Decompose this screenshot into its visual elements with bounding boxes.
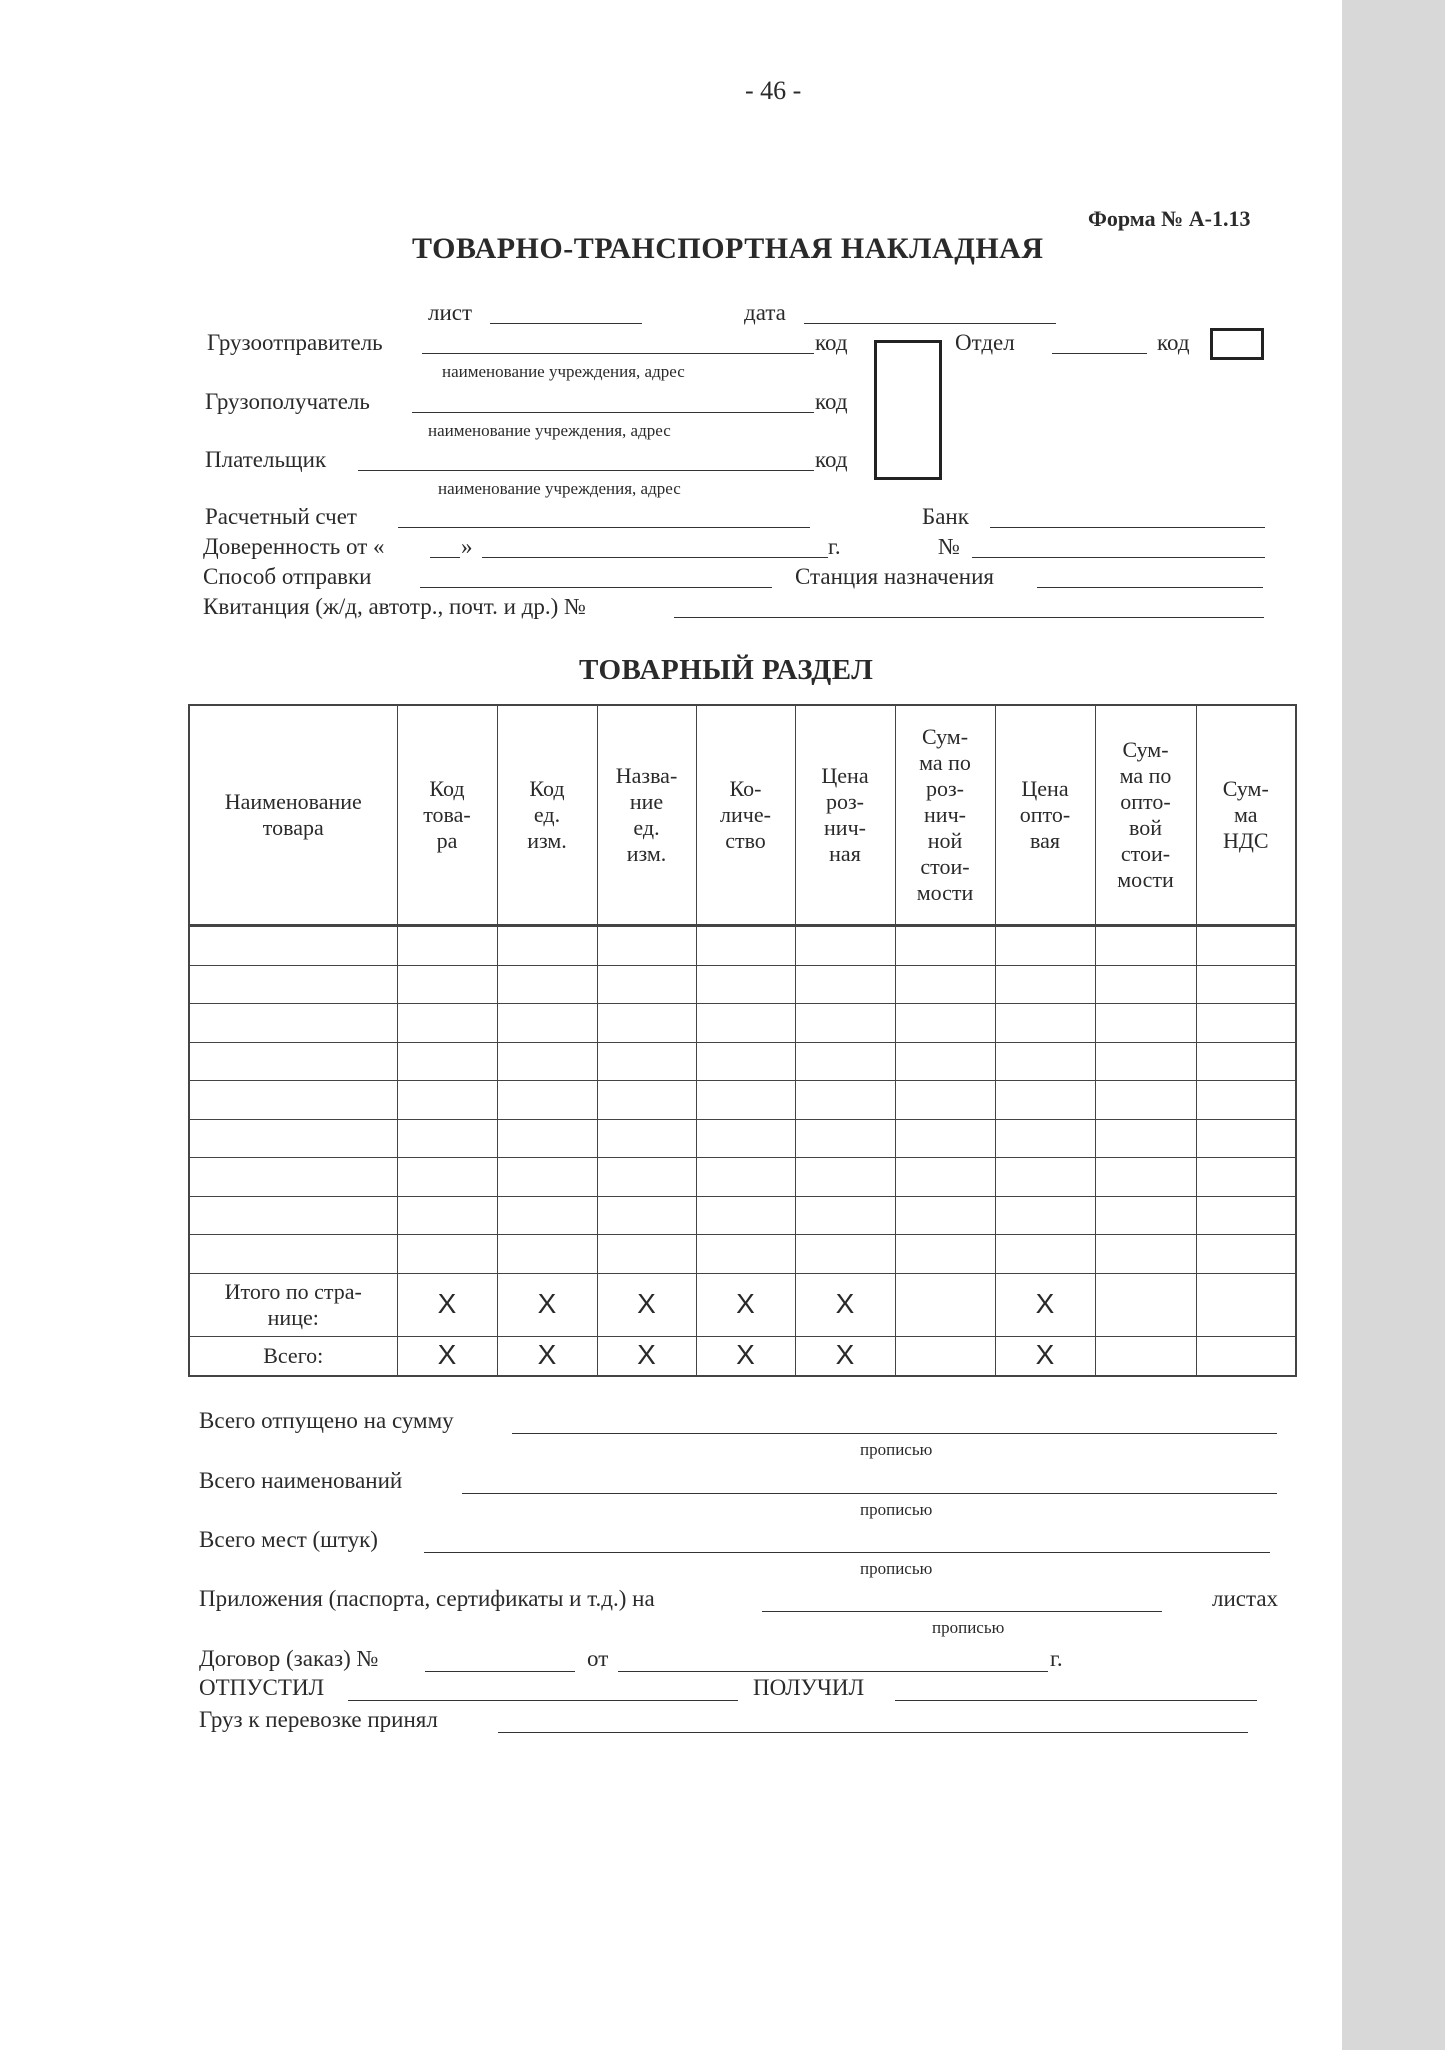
- table-cell[interactable]: [397, 1235, 497, 1274]
- table-row: [189, 1119, 1296, 1158]
- table-cell[interactable]: [795, 965, 895, 1004]
- table-cell[interactable]: [597, 926, 696, 966]
- released-by-label: ОТПУСТИЛ: [199, 1675, 325, 1700]
- account-field[interactable]: [398, 527, 810, 528]
- x-cell: X: [795, 1336, 895, 1376]
- consignee-field[interactable]: [412, 412, 814, 413]
- document-title: ТОВАРНО-ТРАНСПОРТНАЯ НАКЛАДНАЯ: [412, 232, 1044, 265]
- table-cell[interactable]: [696, 1119, 795, 1158]
- shipper-field[interactable]: [422, 353, 814, 354]
- proxy-number-sign: №: [938, 534, 960, 559]
- table-cell[interactable]: [1196, 1081, 1296, 1120]
- table-cell[interactable]: [696, 1235, 795, 1274]
- cargo-accepted-label: Груз к перевозке принял: [199, 1707, 438, 1732]
- table-cell[interactable]: [696, 1196, 795, 1235]
- form-number: Форма № А-1.13: [1088, 206, 1251, 231]
- destination-field[interactable]: [1037, 587, 1263, 588]
- shipper-code-label: код: [815, 330, 848, 355]
- table-cell[interactable]: [1095, 1235, 1196, 1274]
- payer-field[interactable]: [358, 470, 814, 471]
- column-header: Цена опто- вая: [995, 705, 1095, 926]
- table-cell[interactable]: [189, 965, 397, 1004]
- table-cell[interactable]: [795, 1119, 895, 1158]
- table-cell[interactable]: [1196, 1119, 1296, 1158]
- payer-hint: наименование учреждения, адрес: [438, 479, 681, 498]
- table-cell[interactable]: [597, 1081, 696, 1120]
- department-field[interactable]: [1052, 353, 1147, 354]
- table-cell[interactable]: [597, 1196, 696, 1235]
- released-sum-field[interactable]: [512, 1433, 1277, 1434]
- x-cell: X: [597, 1273, 696, 1336]
- table-cell[interactable]: [696, 1042, 795, 1081]
- table-cell[interactable]: [895, 1042, 995, 1081]
- table-cell[interactable]: [995, 1042, 1095, 1081]
- table-cell[interactable]: [597, 1119, 696, 1158]
- table-cell[interactable]: [1196, 1273, 1296, 1336]
- table-cell[interactable]: [895, 1119, 995, 1158]
- consignee-label: Грузополучатель: [205, 389, 370, 414]
- x-cell: X: [995, 1273, 1095, 1336]
- table-row: [189, 1235, 1296, 1274]
- column-header: Наименование товара: [189, 705, 397, 926]
- proxy-number-field[interactable]: [972, 557, 1265, 558]
- table-cell[interactable]: [795, 1235, 895, 1274]
- table-cell[interactable]: [1095, 1196, 1196, 1235]
- department-label: Отдел: [955, 330, 1015, 355]
- table-cell[interactable]: [497, 1119, 597, 1158]
- contract-date-field[interactable]: [618, 1671, 1048, 1672]
- table-cell[interactable]: [1095, 1119, 1196, 1158]
- table-cell[interactable]: [895, 1158, 995, 1197]
- table-cell[interactable]: [597, 1158, 696, 1197]
- table-cell[interactable]: [1196, 1042, 1296, 1081]
- items-count-label: Всего наименований: [199, 1468, 403, 1493]
- shipping-method-label: Способ отправки: [203, 564, 372, 589]
- consignee-hint: наименование учреждения, адрес: [428, 421, 671, 440]
- table-cell[interactable]: [895, 1004, 995, 1043]
- table-cell[interactable]: [497, 1004, 597, 1043]
- table-row: [189, 1196, 1296, 1235]
- table-cell[interactable]: [795, 1042, 895, 1081]
- released-sum-hint: прописью: [860, 1440, 933, 1459]
- released-sum-label: Всего отпущено на сумму: [199, 1408, 454, 1433]
- table-cell[interactable]: [497, 1158, 597, 1197]
- table-cell[interactable]: [397, 1119, 497, 1158]
- table-cell[interactable]: [597, 1004, 696, 1043]
- table-cell[interactable]: [1095, 1042, 1196, 1081]
- table-cell[interactable]: [895, 965, 995, 1004]
- proxy-month-field[interactable]: [482, 557, 828, 558]
- table-cell[interactable]: [1095, 1273, 1196, 1336]
- table-cell[interactable]: [397, 1042, 497, 1081]
- proxy-day-field[interactable]: [430, 557, 460, 558]
- table-cell[interactable]: [189, 1196, 397, 1235]
- goods-table: [188, 704, 1297, 1377]
- column-header: Цена роз- нич- ная: [795, 705, 895, 926]
- places-hint: прописью: [860, 1559, 933, 1578]
- table-row: [189, 965, 1296, 1004]
- table-cell[interactable]: [995, 1004, 1095, 1043]
- contract-number-field[interactable]: [425, 1671, 575, 1672]
- table-row: [189, 1158, 1296, 1197]
- table-cell[interactable]: [189, 1119, 397, 1158]
- received-by-field[interactable]: [895, 1700, 1257, 1701]
- table-cell[interactable]: [696, 965, 795, 1004]
- received-by-label: ПОЛУЧИЛ: [753, 1675, 865, 1700]
- table-cell[interactable]: [795, 926, 895, 966]
- table-cell[interactable]: [597, 965, 696, 1004]
- goods-table-header-row: [189, 705, 1296, 926]
- bank-field[interactable]: [990, 527, 1265, 528]
- contract-label: Договор (заказ) №: [199, 1646, 379, 1671]
- receipt-label: Квитанция (ж/д, автотр., почт. и др.) №: [203, 594, 586, 619]
- table-cell[interactable]: [1196, 926, 1296, 966]
- table-cell[interactable]: [995, 965, 1095, 1004]
- consignee-code-label: код: [815, 389, 848, 414]
- attachments-label: Приложения (паспорта, сертификаты и т.д.) на: [199, 1586, 655, 1611]
- column-header: Код това- ра: [397, 705, 497, 926]
- shipper-hint: наименование учреждения, адрес: [442, 362, 685, 381]
- table-cell[interactable]: [1095, 1081, 1196, 1120]
- total-page-row: [189, 1273, 1296, 1336]
- table-cell[interactable]: [1196, 1158, 1296, 1197]
- table-cell[interactable]: [497, 1042, 597, 1081]
- code-box-large[interactable]: [874, 340, 942, 480]
- bank-label: Банк: [922, 504, 969, 529]
- table-cell[interactable]: [696, 1004, 795, 1043]
- table-cell[interactable]: [1196, 1196, 1296, 1235]
- table-cell[interactable]: [497, 1235, 597, 1274]
- table-cell[interactable]: [397, 1081, 497, 1120]
- column-header: Ко- личе- ство: [696, 705, 795, 926]
- x-cell: X: [597, 1336, 696, 1376]
- sheet-label: лист: [428, 300, 473, 325]
- table-cell[interactable]: [397, 965, 497, 1004]
- x-cell: X: [795, 1273, 895, 1336]
- contract-year-suffix: г.: [1050, 1646, 1063, 1671]
- x-cell: X: [995, 1336, 1095, 1376]
- table-cell[interactable]: [895, 1336, 995, 1376]
- column-header: Сум- ма по роз- нич- ной стои- мости: [895, 705, 995, 926]
- x-cell: X: [397, 1273, 497, 1336]
- table-cell[interactable]: [597, 1042, 696, 1081]
- contract-from-label: от: [587, 1646, 609, 1671]
- date-label: дата: [744, 300, 786, 325]
- table-cell[interactable]: [1095, 1336, 1196, 1376]
- items-count-hint: прописью: [860, 1500, 933, 1519]
- department-code-box[interactable]: [1210, 328, 1264, 360]
- table-row: [189, 1004, 1296, 1043]
- table-cell[interactable]: [497, 965, 597, 1004]
- items-count-field[interactable]: [462, 1493, 1277, 1494]
- table-cell[interactable]: [995, 1081, 1095, 1120]
- table-cell[interactable]: [189, 1235, 397, 1274]
- table-cell[interactable]: [995, 1158, 1095, 1197]
- total-page-label: Итого по стра- нице:: [189, 1273, 397, 1336]
- sheet-field[interactable]: [490, 323, 642, 324]
- table-cell[interactable]: [497, 926, 597, 966]
- column-header: Код ед. изм.: [497, 705, 597, 926]
- table-cell[interactable]: [696, 1081, 795, 1120]
- table-cell[interactable]: [795, 1158, 895, 1197]
- x-cell: X: [397, 1336, 497, 1376]
- attachments-hint: прописью: [932, 1618, 1005, 1637]
- x-cell: X: [696, 1336, 795, 1376]
- sheets-label: листах: [1212, 1586, 1279, 1611]
- table-cell[interactable]: [795, 1196, 895, 1235]
- table-cell[interactable]: [795, 1004, 895, 1043]
- column-header: Сум- ма по опто- вой стои- мости: [1095, 705, 1196, 926]
- table-cell[interactable]: [397, 926, 497, 966]
- department-code-label: код: [1157, 330, 1190, 355]
- account-label: Расчетный счет: [205, 504, 357, 529]
- table-cell[interactable]: [895, 1081, 995, 1120]
- table-cell[interactable]: [1196, 1336, 1296, 1376]
- table-cell[interactable]: [895, 926, 995, 966]
- table-cell[interactable]: [995, 1235, 1095, 1274]
- payer-label: Плательщик: [205, 447, 327, 472]
- released-by-field[interactable]: [348, 1700, 738, 1701]
- attachments-field[interactable]: [762, 1611, 1162, 1612]
- table-cell[interactable]: [1095, 926, 1196, 966]
- table-cell[interactable]: [189, 1081, 397, 1120]
- table-cell[interactable]: [497, 1196, 597, 1235]
- table-cell[interactable]: [1196, 1235, 1296, 1274]
- table-cell[interactable]: [995, 926, 1095, 966]
- places-label: Всего мест (штук): [199, 1527, 378, 1552]
- payer-code-label: код: [815, 447, 848, 472]
- x-cell: X: [497, 1273, 597, 1336]
- table-cell[interactable]: [397, 1196, 497, 1235]
- date-field[interactable]: [804, 323, 1056, 324]
- page-number: - 46 -: [745, 76, 802, 105]
- table-cell[interactable]: [189, 1158, 397, 1197]
- table-cell[interactable]: [397, 1004, 497, 1043]
- table-cell[interactable]: [995, 1119, 1095, 1158]
- table-cell[interactable]: [189, 926, 397, 966]
- x-cell: X: [497, 1336, 597, 1376]
- table-cell[interactable]: [696, 926, 795, 966]
- proxy-quote-close: »: [461, 534, 473, 559]
- table-row: [189, 926, 1296, 966]
- table-cell[interactable]: [1095, 1158, 1196, 1197]
- table-cell[interactable]: [1196, 965, 1296, 1004]
- table-cell[interactable]: [895, 1196, 995, 1235]
- table-row: [189, 1042, 1296, 1081]
- table-cell[interactable]: [696, 1158, 795, 1197]
- table-cell[interactable]: [995, 1196, 1095, 1235]
- table-cell[interactable]: [497, 1081, 597, 1120]
- table-cell[interactable]: [397, 1158, 497, 1197]
- shipper-label: Грузоотправитель: [207, 330, 383, 355]
- proxy-year-suffix: г.: [828, 534, 841, 559]
- table-cell[interactable]: [189, 1004, 397, 1043]
- cargo-accepted-field[interactable]: [498, 1732, 1248, 1733]
- places-field[interactable]: [424, 1552, 1270, 1553]
- grand-total-row: [189, 1336, 1296, 1376]
- table-cell[interactable]: [597, 1235, 696, 1274]
- table-cell[interactable]: [1196, 1004, 1296, 1043]
- receipt-field[interactable]: [674, 617, 1264, 618]
- table-cell[interactable]: [895, 1235, 995, 1274]
- proxy-label: Доверенность от «: [203, 534, 385, 559]
- destination-label: Станция назначения: [795, 564, 995, 589]
- goods-section-title: ТОВАРНЫЙ РАЗДЕЛ: [579, 654, 874, 686]
- table-row: [189, 1081, 1296, 1120]
- table-cell[interactable]: [1095, 965, 1196, 1004]
- table-cell[interactable]: [795, 1081, 895, 1120]
- column-header: Назва- ние ед. изм.: [597, 705, 696, 926]
- page-margin-strip: [1342, 0, 1445, 2050]
- table-cell[interactable]: [1095, 1004, 1196, 1043]
- shipping-method-field[interactable]: [420, 587, 772, 588]
- x-cell: X: [696, 1273, 795, 1336]
- table-cell[interactable]: [189, 1042, 397, 1081]
- table-cell[interactable]: [895, 1273, 995, 1336]
- column-header: Сум- ма НДС: [1196, 705, 1296, 926]
- grand-total-label: Всего:: [189, 1336, 397, 1376]
